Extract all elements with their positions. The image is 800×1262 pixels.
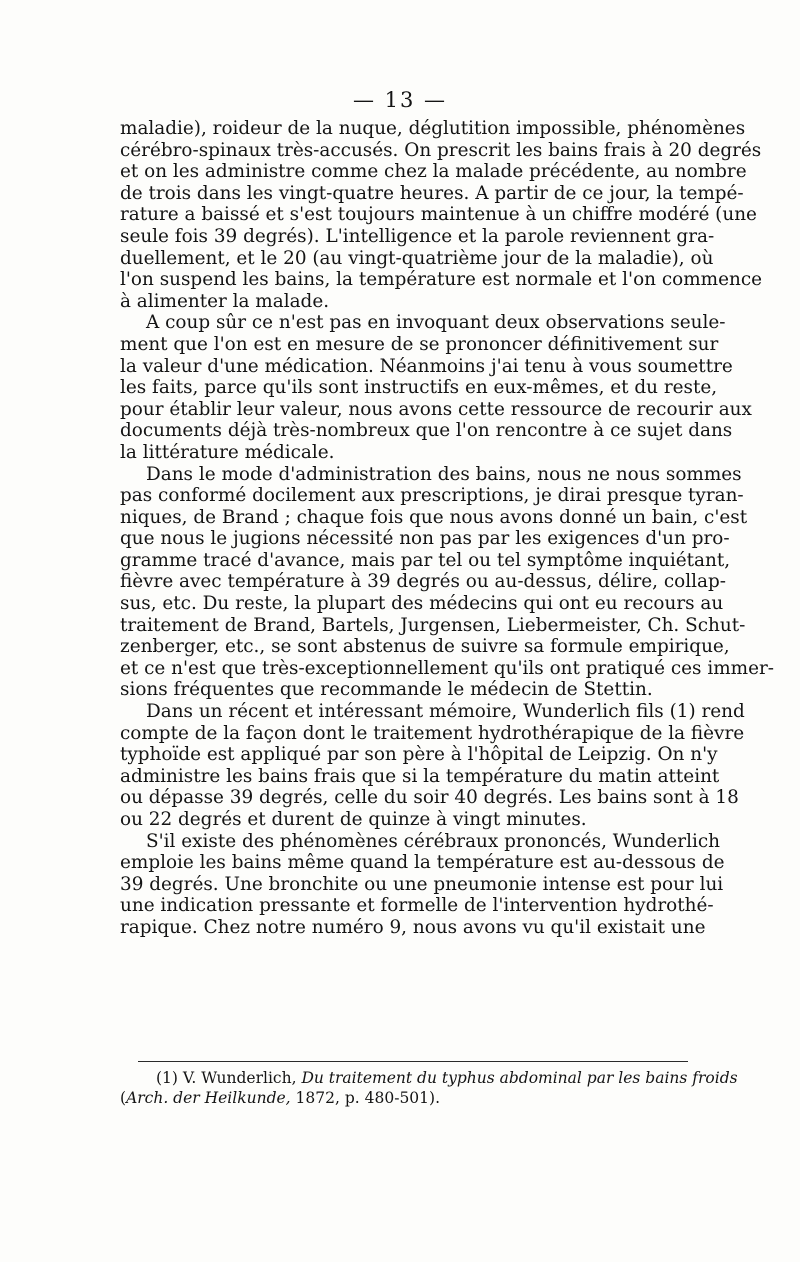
page-number: — 13 — [352,88,448,112]
text-line: cérébro-spinaux très-accusés. On prescrit les bains frais à 20 degrés [120,139,762,161]
text-line: que nous le jugions nécessité non pas par les exigences d'un pro- [120,528,730,550]
text-line: sions fréquentes que recommande le médecin de Stettin. [120,679,653,701]
text-line: l'on suspend les bains, la température est normale et l'on commence [120,269,763,291]
text-line: duellement, et le 20 (au vingt-quatrième jour de la maladie), où [120,247,714,269]
footnote-journal: Arch. der Heilkunde, [126,1089,291,1107]
text-line: traitement de Brand, Bartels, Jurgensen, Liebermeister, Ch. Schut- [120,614,746,636]
text-line: rature a baissé et s'est toujours maintenue à un chiffre modéré (une [120,204,757,226]
footnote [120,1068,738,1108]
text-line: une indication pressante et formelle de l'intervention hydrothé- [120,895,714,917]
text-line: A coup sûr ce n'est pas en invoquant deux observations seule- [146,312,726,334]
text-line: 39 degrés. Une bronchite ou une pneumonie intense est pour lui [120,873,724,895]
text-line: et on les administre comme chez la malade précédente, au nombre [120,161,747,183]
text-line: ou dépasse 39 degrés, celle du soir 40 degrés. Les bains sont à 18 [120,787,739,809]
text-line: emploie les bains même quand la température est au-dessous de [120,852,725,874]
footnote-line [120,1088,684,1108]
text-line: fièvre avec température à 39 degrés ou au-dessus, délire, collap- [120,571,726,593]
text-line: Dans le mode d'administration des bains, nous ne nous sommes [146,463,742,485]
text-line: à alimenter la malade. [120,290,330,312]
text-line: la littérature médicale. [120,441,335,463]
text-line: Dans un récent et intéressant mémoire, Wunderlich fils (1) rend [146,701,745,723]
footnote-line [120,1068,738,1088]
footnote-citation: 1872, p. 480-501). [295,1089,441,1107]
text-line: sus, etc. Du reste, la plupart des médecins qui ont eu recours au [120,593,724,615]
body-text [120,118,774,939]
text-line: maladie), roideur de la nuque, déglutition impossible, phénomènes [120,118,746,139]
text-line: compte de la façon dont le traitement hydrothérapique de la fièvre [120,722,745,744]
footnote-title: Du traitement du typhus abdominal par les bains froids [301,1069,738,1087]
text-line: seule fois 39 degrés). L'intelligence et la parole reviennent gra- [120,225,715,247]
footnote-divider [138,1061,688,1062]
text-line: zenberger, etc., se sont abstenus de suivre sa formule empirique, [120,636,730,658]
text-line: les faits, parce qu'ils sont instructifs en eux-mêmes, et du reste, [120,377,718,399]
text-line: pas conformé docilement aux prescriptions, je dirai presque tyran- [120,485,744,507]
text-line: ment que l'on est en mesure de se prononcer définitivement sur [120,333,719,355]
text-line: documents déjà très-nombreux que l'on rencontre à ce sujet dans [120,420,733,442]
text-line: la valeur d'une médication. Néanmoins j'ai tenu à vous soumettre [120,355,733,377]
text-line: de trois dans les vingt-quatre heures. A partir de ce jour, la tempé- [120,182,744,204]
text-line: ou 22 degrés et durent de quinze à vingt minutes. [120,809,587,830]
text-line: administre les bains frais que si la température du matin atteint [120,765,720,787]
footnote-open-paren: ( [120,1089,127,1107]
text-line: niques, de Brand ; chaque fois que nous avons donné un bain, c'est [120,506,748,528]
text-line: S'il existe des phénomènes cérébraux prononcés, Wunderlich [146,830,721,852]
text-line: rapique. Chez notre numéro 9, nous avons vu qu'il existait une [120,916,706,938]
text-line: gramme tracé d'avance, mais par tel ou tel symptôme inquiétant, [120,549,731,571]
text-line: pour établir leur valeur, nous avons cette ressource de recourir aux [120,398,752,420]
text-line: typhoïde est appliqué par son père à l'hôpital de Leipzig. On n'y [120,744,718,766]
text-line: et ce n'est que très-exceptionnellement qu'ils ont pratiqué ces immer- [120,657,774,679]
footnote-marker: (1) V. Wunderlich, [156,1069,297,1087]
